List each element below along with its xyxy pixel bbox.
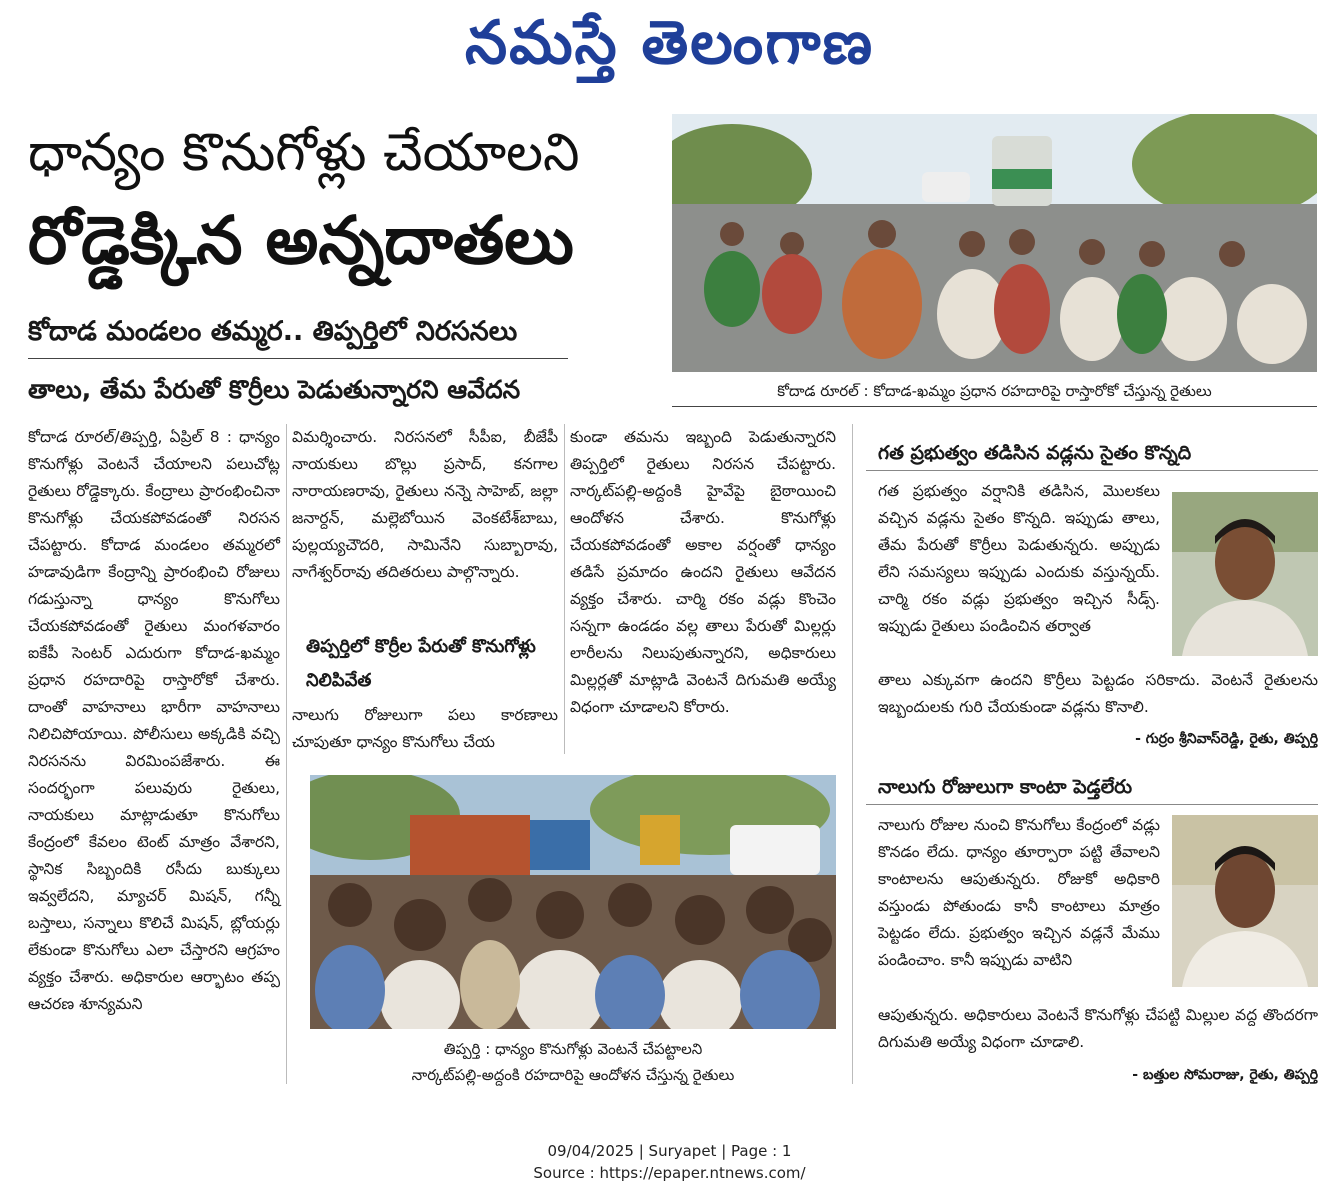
portrait-illustration <box>1172 815 1318 987</box>
footer-date-page: 09/04/2025 | Suryapet | Page : 1 <box>547 1142 792 1160</box>
divider <box>672 406 1317 407</box>
divider <box>28 358 568 359</box>
article-column-1 <box>28 424 280 1018</box>
subheadline-2: తాలు, తేమ పేరుతో కొర్రీలు పెడుతున్నారని ఆవేదన <box>28 375 521 404</box>
protest-photo-top <box>672 114 1317 372</box>
sidebar-1-heading: గత ప్రభుత్వం తడిసిన వడ్లను సైతం కొన్నది <box>878 442 1192 464</box>
protest-photo-illustration <box>672 114 1317 372</box>
divider <box>866 470 1318 471</box>
protest-photo-middle <box>310 775 836 1029</box>
article-subhead: తిప్పర్తిలో కొర్రీల పేరుతో కొనుగోళ్లు నిలిపివేత <box>306 636 536 691</box>
column-divider <box>852 424 853 1084</box>
column-divider <box>564 424 565 754</box>
farmer-portrait-1 <box>1172 492 1318 656</box>
crowd-photo-illustration <box>310 775 836 1029</box>
portrait-illustration <box>1172 492 1318 656</box>
sidebar-2-heading: నాలుగు రోజులుగా కాంటా పెడ్తలేరు <box>878 776 1133 798</box>
article-column-2 <box>292 424 558 586</box>
article-column-1-text: కోదాడ రూరల్/తిప్పర్తి, ఏప్రిల్ 8 : ధాన్యం కొనుగోళ్లు వెంటనే చేయాలని పలుచోట్ల రైతులు రోడ్డెక్కారు. కేంద్రాలు ప్రారంభించినా కొనుగోళ్లు చేయకపోవడంతో నిరసన చేపట్టారు. కోదాడ మండలం తమ్మరలో హడావుడిగా కేంద్రాన్ని ప్రారంభించి రోజులు గడుస్తున్నా ధాన్యం కొనుగోలు చేయకపోవడంతో రైతులు మంగళవారం ఐకేపీ సెంటర్ ఎదురుగా కోదాడ-ఖమ్మం ప్రధాన రహదారిపై రాస్తారోకో చేశారు. దాంతో వాహనాలు భారీగా వాహనాలు నిలిచిపోయాయి. పోలీసులు అక్కడికి వచ్చి నిరసనను విరమింపజేశారు. ఈ సందర్భంగా పలువురు రైతులు, నాయకులు మాట్లాడుతూ కొనుగోలు కేంద్రంలో కేవలం టెంట్ మాత్రం వేశారని, స్థానిక సిబ్బందికి రసీదు బుక్కులు ఇవ్వలేదని, మ్యాచర్ మిషన్, గన్నీ బస్తాలు, సన్నాలు కొలిచే మిషన్, బ్లోయర్లు లేకుండా కొనుగోలు ఎలా చేస్తారని ఆగ్రహం వ్యక్తం చేశారు. అధికారుల ఆర్భాటం తప్ప ఆచరణ శూన్యమని <box>28 428 280 1013</box>
article-column-2-text: విమర్శించారు. నిరసనలో సీపీఐ, బీజేపీ నాయకులు బొల్లు ప్రసాద్, కనగాల నారాయణరావు, రైతులు నన్నె సాహెబ్, జల్లా జనార్దన్, మల్లెబోయిన వెంకటేశ్‌బాబు, పుల్లయ్యచౌదరి, సామినేని సుబ్బారావు, నాగేశ్వర్‌రావు తదితరులు పాల్గొన్నారు. <box>292 428 558 581</box>
photo-middle-caption-1: తిప్పర్తి : ధాన్యం కొనుగోళ్లు వెంటనే చేపట్టాలని <box>443 1040 703 1058</box>
sidebar-1-attribution: - గుర్రం శ్రీనివాస్‌రెడ్డి, రైతు, తిప్పర్తి <box>1135 731 1318 747</box>
sidebar-1-text-bottom: తాలు ఎక్కువగా ఉందని కొర్రీలు పెట్టడం సరికాదు. వెంటనే రైతులను ఇబ్బందులకు గురి చేయకుండా వడ్లను కొనాలి. <box>878 671 1318 716</box>
article-column-3 <box>570 424 836 721</box>
article-column-3-text: కుండా తమను ఇబ్బంది పెడుతున్నారని తిప్పర్తిలో రైతులు నిరసన చేపట్టారు. నార్కట్‌పల్లి-అద్దంకి హైవేపై బైఠాయించి ఆందోళన చేశారు. కొనుగోళ్లు చేయకపోవడంతో అకాల వర్షంతో ధాన్యం తడిసే ప్రమాదం ఉందని రైతులు ఆవేదన వ్యక్తం చేశారు. చార్మి రకం వడ్లు కొంచెం సన్నగా ఉండడం వల్ల తాలు పేరుతో మిల్లర్లు లారీలను నిలుపుతున్నారని, అధికారులు మిల్లర్లతో మాట్లాడి వెంటనే దిగుమతి అయ్యే విధంగా చూడాలని కోరారు. <box>570 428 836 716</box>
sidebar-1-text-top: గత ప్రభుత్వం వర్షానికి తడిసిన, మొలకలు వచ్చిన వడ్లను సైతం కొన్నది. ఇప్పుడు తాలు, తేమ పేరుతో కొర్రీలు పెడుతున్నరు. అప్పుడు లేని సమస్యలు ఇప్పుడు ఎందుకు వస్తున్నయ్. చార్మి రకం వడ్లు ప్రభుత్వం ఇచ్చిన సీడ్స్. ఇప్పుడు రైతులు పండించిన తర్వాత <box>878 482 1160 635</box>
article-column-2b-text: నాలుగు రోజులుగా పలు కారణాలు చూపుతూ ధాన్యం కొనుగోలు చేయ <box>292 706 558 751</box>
sidebar-2-text-top: నాలుగు రోజుల నుంచి కొనుగోలు కేంద్రంలో వడ్లు కొనడం లేదు. ధాన్యం తూర్పారా పట్టి తేవాలని కాంటాలను ఆపుతున్నరు. రోజుకో అధికారి వస్తుండు పోతుండు కానీ కాంటాలు మాత్రం పెట్టడం లేదు. ప్రభుత్వం ఇచ్చిన వడ్లనే మేము పండించాం. కానీ ఇప్పుడు వాటిని <box>878 816 1160 969</box>
headline-line-2: రోడ్డెక్కిన అన్నదాతలు <box>28 202 574 279</box>
photo-top-caption: కోదాడ రూరల్ : కోదాడ-ఖమ్మం ప్రధాన రహదారిపై రాస్తారోకో చేస్తున్న రైతులు <box>777 382 1212 400</box>
headline-line-1: ధాన్యం కొనుగోళ్లు చేయాలని <box>28 123 580 183</box>
column-divider <box>286 424 287 1084</box>
sidebar-2-text-bottom: ఆపుతున్నరు. అధికారులు వెంటనే కొనుగోళ్లు చేపట్టి మిల్లుల వద్ద తొందరగా దిగుమతి అయ్యే విధంగా చూడాలి. <box>878 1006 1318 1051</box>
newspaper-masthead: నమస్తే తెలంగాణ <box>464 8 875 78</box>
subheadline-1: కోదాడ మండలం తమ్మర.. తిప్పర్తిలో నిరసనలు <box>28 316 518 347</box>
farmer-portrait-2 <box>1172 815 1318 987</box>
divider <box>866 804 1318 805</box>
footer-source[interactable]: Source : https://epaper.ntnews.com/ <box>533 1164 806 1182</box>
photo-middle-caption-2: నార్కట్‌పల్లి-అద్దంకి రహదారిపై ఆందోళన చేస్తున్న రైతులు <box>411 1066 735 1084</box>
article-column-2b <box>292 702 558 756</box>
sidebar-2-attribution: - బత్తుల సోమరాజు, రైతు, తిప్పర్తి <box>1132 1067 1318 1083</box>
